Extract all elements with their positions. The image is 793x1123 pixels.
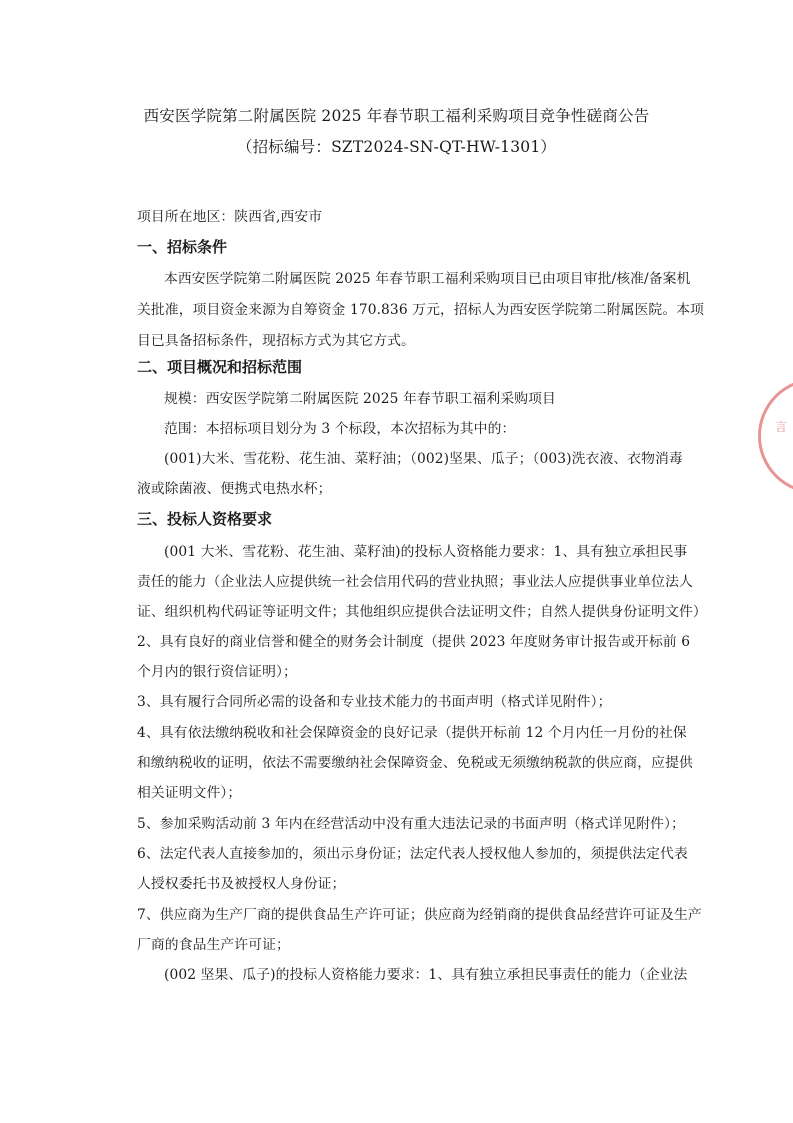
paragraph-line: 个月内的银行资信证明）； [137, 664, 297, 680]
paragraph-line: 厂商的食品生产许可证； [137, 937, 290, 953]
document-title: 西安医学院第二附属医院 2025 年春节职工福利采购项目竞争性磋商公告 [143, 107, 650, 125]
section-heading-tender-conditions: 一、招标条件 [137, 238, 228, 256]
project-location: 项目所在地区：陕西省,西安市 [137, 209, 323, 225]
paragraph-line: 5、参加采购活动前 3 年内在经营活动中没有重大违法记录的书面声明（格式详见附件）； [137, 816, 685, 832]
paragraph-line: 3、具有履行合同所必需的设备和专业技术能力的书面声明（格式详见附件）； [137, 694, 612, 710]
paragraph-line: 范围：本招标项目划分为 3 个标段，本次招标为其中的： [164, 421, 516, 437]
tender-code: （招标编号：SZT2024-SN-QT-HW-1301） [236, 138, 557, 156]
paragraph-line: 4、具有依法缴纳税收和社会保障资金的良好记录（提供开标前 12 个月内任一月份的社保 [137, 725, 687, 741]
paragraph-line: 责任的能力（企业法人应提供统一社会信用代码的营业执照；事业法人应提供事业单位法人 [137, 574, 693, 590]
paragraph-line: 液或除菌液、便携式电热水杯； [137, 481, 332, 497]
section-heading-project-overview: 二、项目概况和招标范围 [137, 358, 303, 376]
paragraph-line: (001 大米、雪花粉、花生油、菜籽油)的投标人资格能力要求：1、具有独立承担民事 [164, 544, 688, 560]
paragraph-line: 关批准，项目资金来源为自筹资金 170.836 万元，招标人为西安医学院第二附属医院。本项 [137, 302, 705, 318]
paragraph-line: (002 坚果、瓜子)的投标人资格能力要求：1、具有独立承担民事责任的能力（企业法 [164, 967, 688, 983]
paragraph-line: 目已具备招标条件，现招标方式为其它方式。 [137, 333, 415, 349]
paragraph-line: 6、法定代表人直接参加的，须出示身份证；法定代表人授权他人参加的，须提供法定代表 [137, 846, 688, 862]
paragraph-line: 规模：西安医学院第二附属医院 2025 年春节职工福利采购项目 [164, 391, 556, 407]
paragraph-line: 7、供应商为生产厂商的提供食品生产许可证；供应商为经销商的提供食品经营许可证及生产 [137, 907, 702, 923]
red-seal-stamp [758, 378, 793, 494]
paragraph-line: 2、具有良好的商业信誉和健全的财务会计制度（提供 2023 年度财务审计报告或开标前 6 [137, 634, 691, 650]
seal-text: 言 [775, 420, 788, 434]
paragraph-line: 相关证明文件）； [137, 785, 242, 801]
paragraph-line: (001)大米、雪花粉、花生油、菜籽油；（002)坚果、瓜子；（003)洗衣液、衣物消毒 [164, 451, 683, 467]
paragraph-line: 人授权委托书及被授权人身份证； [137, 876, 346, 892]
paragraph-line: 和缴纳税收的证明，依法不需要缴纳社会保障资金、免税或无须缴纳税款的供应商，应提供 [137, 755, 693, 771]
paragraph-line: 证、组织机构代码证等证明文件；其他组织应提供合法证明文件；自然人提供身份证明文件） [137, 604, 707, 620]
section-heading-bidder-qualifications: 三、投标人资格要求 [137, 510, 273, 528]
paragraph-line: 本西安医学院第二附属医院 2025 年春节职工福利采购项目已由项目审批/核准/备案机 [164, 271, 691, 287]
